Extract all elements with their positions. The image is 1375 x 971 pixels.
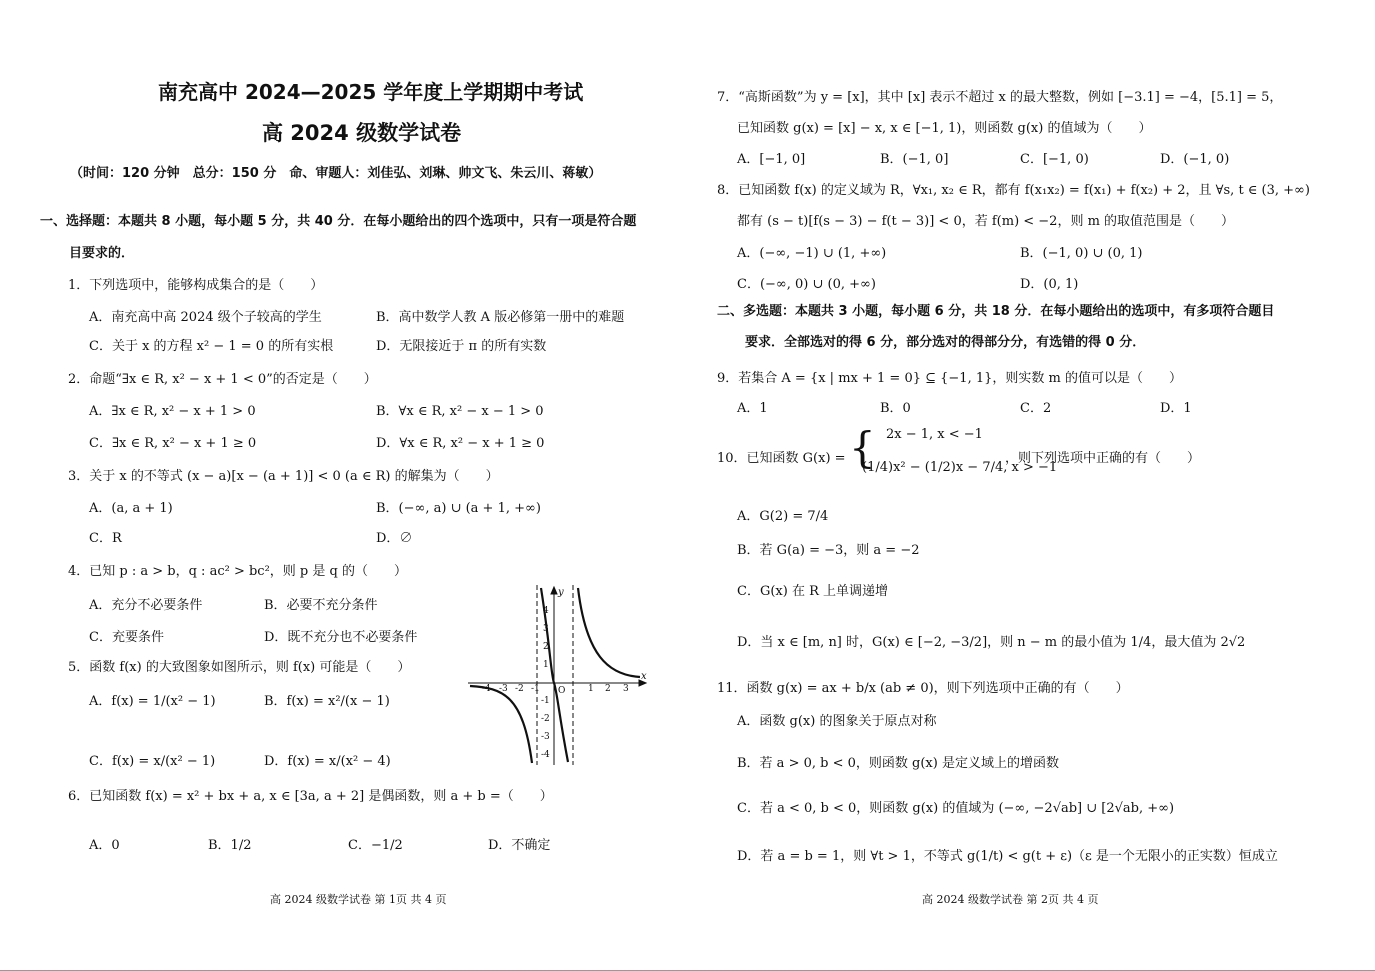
question-10-option-d: D．当 x ∈ [m, n] 时，G(x) ∈ [−2, −3/2]，则 n − m 的最小值为 1/4，最大值为 2√2 [737,635,1246,650]
exam-title: 南充高中 2024—2025 学年度上学期期中考试 [158,80,584,104]
question-2-option-a: A．∃x ∈ R, x² − x + 1 > 0 [89,404,256,419]
x-tick-label: 1 [588,684,594,694]
question-8-option-c: C．(−∞, 0) ∪ (0, +∞) [737,277,876,292]
question-1-option-c: C．关于 x 的方程 x² − 1 = 0 的所有实根 [89,339,334,354]
question-5-option-a: A．f(x) = 1/(x² − 1) [89,694,216,709]
question-7: 7．“高斯函数”为 y = [x]，其中 [x] 表示不超过 x 的最大整数，例如 [−3.1] = −4，[5.1] = 5， [717,90,1283,105]
page-1-footer: 高 2024 级数学试卷 第 1页 共 4 页 [270,893,447,906]
question-7-option-d: D．(−1, 0) [1160,152,1230,167]
question-6-option-a: A．0 [89,838,120,853]
section-2-heading: 二、多选题：本题共 3 小题，每小题 6 分，共 18 分．在每小题给出的选项中，有多项符合题目 [717,304,1275,319]
question-2: 2．命题“∃x ∈ R, x² − x + 1 < 0”的否定是（ ） [68,372,377,387]
question-7-cont: 已知函数 g(x) = [x] − x, x ∈ [−1, 1)，则函数 g(x) 的值域为（ ） [737,121,1152,136]
x-tick-label: -2 [515,684,524,694]
section-2-heading-cont: 要求．全部选对的得 6 分，部分选对的得部分分，有选错的得 0 分． [745,335,1146,350]
question-2-option-d: D．∀x ∈ R, x² − x + 1 ≥ 0 [376,436,545,451]
exam-subtitle: 高 2024 级数学试卷 [262,121,462,145]
question-10-option-c: C．G(x) 在 R 上单调递增 [737,584,888,599]
question-8: 8．已知函数 f(x) 的定义域为 R，∀x₁, x₂ ∈ R，都有 f(x₁x₂) = f(x₁) + f(x₂) + 2，且 ∀s, t ∈ (3, +∞) [717,183,1310,198]
y-tick-label: 1 [543,660,549,670]
page-2 [690,0,1375,971]
question-10: 10．已知函数 G(x) = [717,451,846,466]
origin-label: O [558,686,566,696]
question-3-option-a: A．(a, a + 1) [89,501,173,516]
question-9-option-b: B．0 [880,401,911,416]
question-9-option-d: D．1 [1160,401,1192,416]
question-11: 11．函数 g(x) = ax + b/x (ab ≠ 0)，则下列选项中正确的有（ ） [717,681,1129,696]
question-6: 6．已知函数 f(x) = x² + bx + a, x ∈ [3a, a + 2] 是偶函数，则 a + b =（ ） [68,789,553,804]
question-3-option-c: C．R [89,531,122,546]
question-10-tail: ，则下列选项中正确的有（ ） [1005,451,1201,466]
question-9-option-c: C．2 [1020,401,1052,416]
question-6-option-b: B．1/2 [208,838,252,853]
question-5-option-b: B．f(x) = x²/(x − 1) [264,694,390,709]
question-4-option-d: D．既不充分也不必要条件 [264,630,418,645]
question-7-option-c: C．[−1, 0) [1020,152,1089,167]
question-2-option-c: C．∃x ∈ R, x² − x + 1 ≥ 0 [89,436,257,451]
y-tick-label: -4 [541,750,550,760]
question-10-case-2: (1/4)x² − (1/2)x − 7/4, x > −1 [862,460,1058,475]
curve-right-branch [578,588,640,677]
question-4-option-a: A．充分不必要条件 [89,598,203,613]
question-10-option-b: B．若 G(a) = −3，则 a = −2 [737,543,920,558]
y-tick-label: -2 [541,714,550,724]
curve-left-branch [470,686,532,763]
exam-meta: （时间：120 分钟 总分：150 分 命、审题人：刘佳弘、刘琳、帅文飞、朱云川、蒋敏） [70,166,602,181]
question-1-option-a: A．南充高中高 2024 级个子较高的学生 [89,310,322,325]
page-2-footer: 高 2024 级数学试卷 第 2页 共 4 页 [922,893,1099,906]
question-5-option-c: C．f(x) = x/(x² − 1) [89,754,216,769]
question-3-option-b: B．(−∞, a) ∪ (a + 1, +∞) [376,501,541,516]
y-axis-arrow [551,587,557,594]
y-tick-label: -3 [541,732,550,742]
question-3: 3．关于 x 的不等式 (x − a)[x − (a + 1)] < 0 (a ∈ R) 的解集为（ ） [68,469,499,484]
question-11-option-b: B．若 a > 0, b < 0，则函数 g(x) 是定义域上的增函数 [737,756,1059,771]
question-1: 1．下列选项中，能够构成集合的是（ ） [68,278,324,293]
question-1-option-d: D．无限接近于 π 的所有实数 [376,339,547,354]
question-5-option-d: D．f(x) = x/(x² − 4) [264,754,391,769]
question-8-cont: 都有 (s − t)[f(s − 3) − f(t − 3)] < 0，若 f(m) < −2，则 m 的取值范围是（ ） [737,214,1235,229]
question-2-option-b: B．∀x ∈ R, x² − x − 1 > 0 [376,404,544,419]
question-4-option-b: B．必要不充分条件 [264,598,378,613]
y-tick-label: -1 [541,696,550,706]
question-8-option-d: D．(0, 1) [1020,277,1079,292]
x-tick-label: -4 [482,684,491,694]
question-10-case-1: 2x − 1, x < −1 [886,427,983,442]
question-9: 9．若集合 A = {x | mx + 1 = 0} ⊆ {−1, 1}，则实数 m 的值可以是（ ） [717,371,1182,386]
section-1-heading-cont: 目要求的． [69,246,135,261]
question-7-option-a: A．[−1, 0] [737,152,806,167]
question-8-option-b: B．(−1, 0) ∪ (0, 1) [1020,246,1143,261]
question-10-option-a: A．G(2) = 7/4 [737,509,829,524]
question-11-option-d: D．若 a = b = 1，则 ∀t > 1，不等式 g(1/t) < g(t + ε)（ε 是一个无限小的正实数）恒成立 [737,849,1278,864]
question-8-option-a: A．(−∞, −1) ∪ (1, +∞) [737,246,887,261]
x-tick-label: -1 [531,684,540,694]
x-tick-label: 2 [605,684,611,694]
question-7-option-b: B．(−1, 0] [880,152,949,167]
question-5: 5．函数 f(x) 的大致图象如图所示，则 f(x) 可能是（ ） [68,660,411,675]
question-1-option-b: B．高中数学人教 A 版必修第一册中的难题 [376,310,625,325]
x-axis-label: x [641,671,647,682]
x-tick-label: -3 [499,684,508,694]
question-11-option-c: C．若 a < 0, b < 0，则函数 g(x) 的值域为 (−∞, −2√ab] ∪ [2√ab, +∞) [737,801,1175,816]
question-6-option-c: C．−1/2 [348,838,403,853]
y-tick-label: 4 [543,606,549,616]
section-1-heading: 一、选择题：本题共 8 小题，每小题 5 分，共 40 分．在每小题给出的四个选项中，只有一项是符合题 [40,214,637,229]
y-axis-label: y [558,587,564,598]
question-9-option-a: A．1 [737,401,768,416]
piecewise-brace: { [849,423,876,472]
question-4: 4．已知 p : a > b，q : ac² > bc²，则 p 是 q 的（ ） [68,564,407,579]
question-11-option-a: A．函数 g(x) 的图象关于原点对称 [737,714,937,729]
question-5-graph [468,585,653,765]
y-tick-label: 2 [543,642,549,652]
question-4-option-c: C．充要条件 [89,630,164,645]
y-tick-label: 3 [543,624,549,634]
x-tick-label: 3 [623,684,629,694]
question-6-option-d: D．不确定 [488,838,551,853]
question-3-option-d: D．∅ [376,531,413,546]
